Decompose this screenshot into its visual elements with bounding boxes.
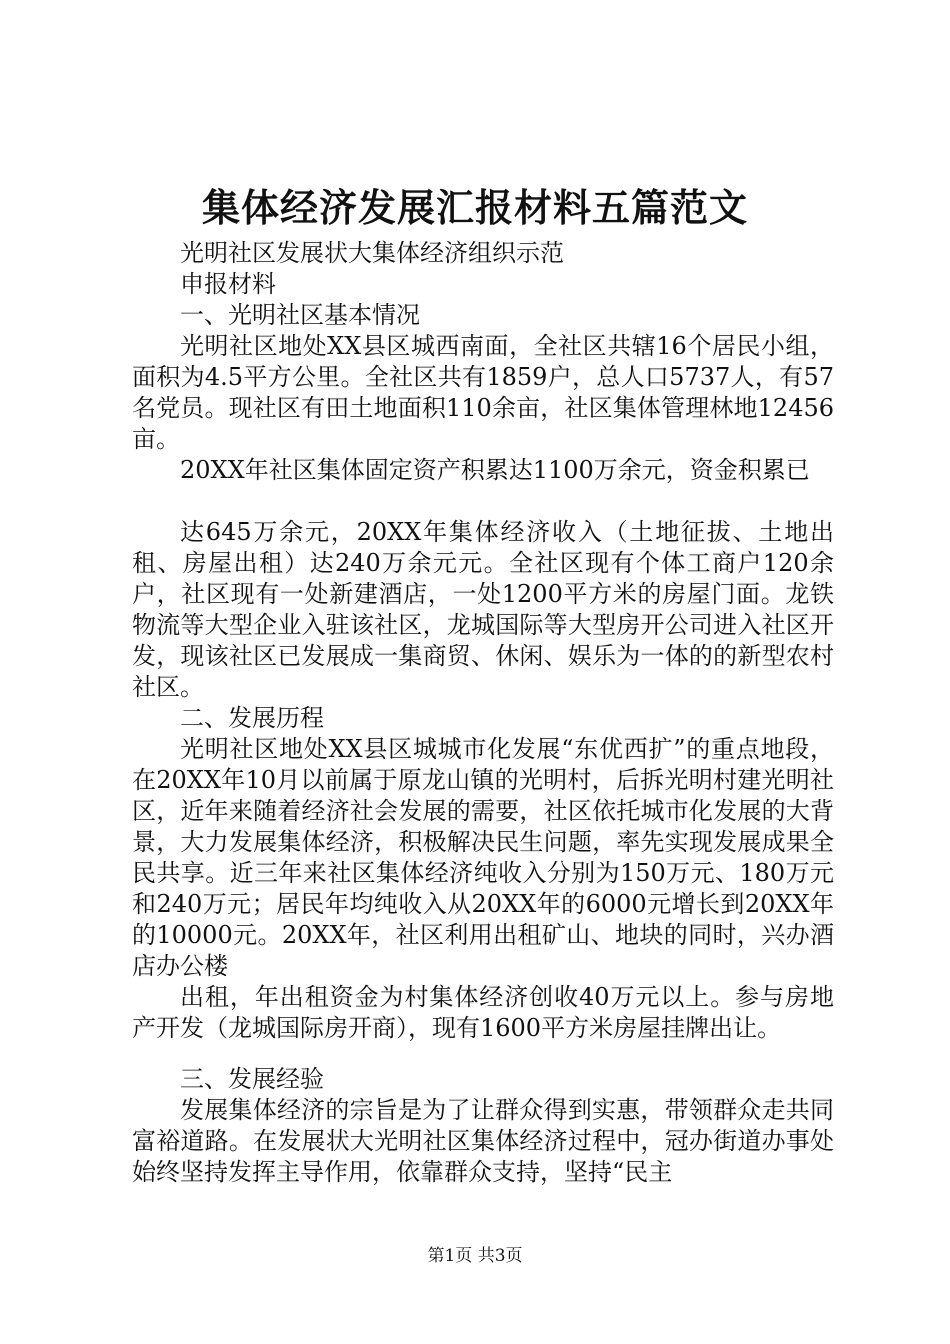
section-heading-3: 三、发展经验 — [180, 1065, 324, 1093]
paragraph: 出租，年出租资金为村集体经济创收40万元以上。参与房地产开发（龙城国际房开商），现有1600平方米房屋挂牌出让。 — [132, 983, 834, 1042]
subtitle-line-1: 光明社区发展状大集体经济组织示范 — [180, 239, 564, 267]
section-heading-2: 二、发展历程 — [180, 704, 324, 732]
paragraph: 光明社区地处XX县区城城市化发展“东优西扩”的重点地段，在20XX年10月以前属于原龙山镇的光明村，后拆光明村建光明社区，近年来随着经济社会发展的需要，社区依托城市化发展的大背景，大力发展集体经济，积极解决民生问题，率先实现发展成果全民共享。近三年来社区集体经济纯收入分别为150万元、180万元和240万元；居民年均纯收入从20XX年的6000元增长到20XX年的10000元。20XX年，社区利用出租矿山、地块的同时，兴办酒店办公楼 — [132, 735, 834, 980]
document-title: 集体经济发展汇报材料五篇范文 — [201, 185, 748, 230]
subtitle-line-2: 申报材料 — [180, 270, 276, 298]
paragraph: 达645万余元，20XX年集体经济收入（土地征拔、土地出租、房屋出租）达240万余元元。全社区现有个体工商户120余户，社区现有一处新建酒店，一处1200平方米的房屋门面。龙铁物流等大型企业入驻该社区，龙城国际等大型房开公司进入社区开发，现该社区已发展成一集商贸、休闲、娱乐为一体的的新型农村社区。 — [132, 518, 834, 701]
paragraph: 20XX年社区集体固定资产积累达1100万余元，资金积累已 — [180, 456, 810, 484]
document-body — [132, 238, 834, 1188]
page-footer: 第1页 共3页 — [427, 1246, 523, 1266]
paragraph: 发展集体经济的宗旨是为了让群众得到实惠，带领群众走共同富裕道路。在发展状大光明社区集体经济过程中，冠办街道办事处始终坚持发挥主导作用，依靠群众支持，坚持“民主 — [132, 1096, 834, 1186]
section-heading-1: 一、光明社区基本情况 — [180, 301, 420, 329]
paragraph: 光明社区地处XX县区城西南面，全社区共辖16个居民小组，面积为4.5平方公里。全社区共有1859户，总人口5737人，有57名党员。现社区有田土地面积110余亩，社区集体管理林地12456亩。 — [132, 332, 834, 453]
